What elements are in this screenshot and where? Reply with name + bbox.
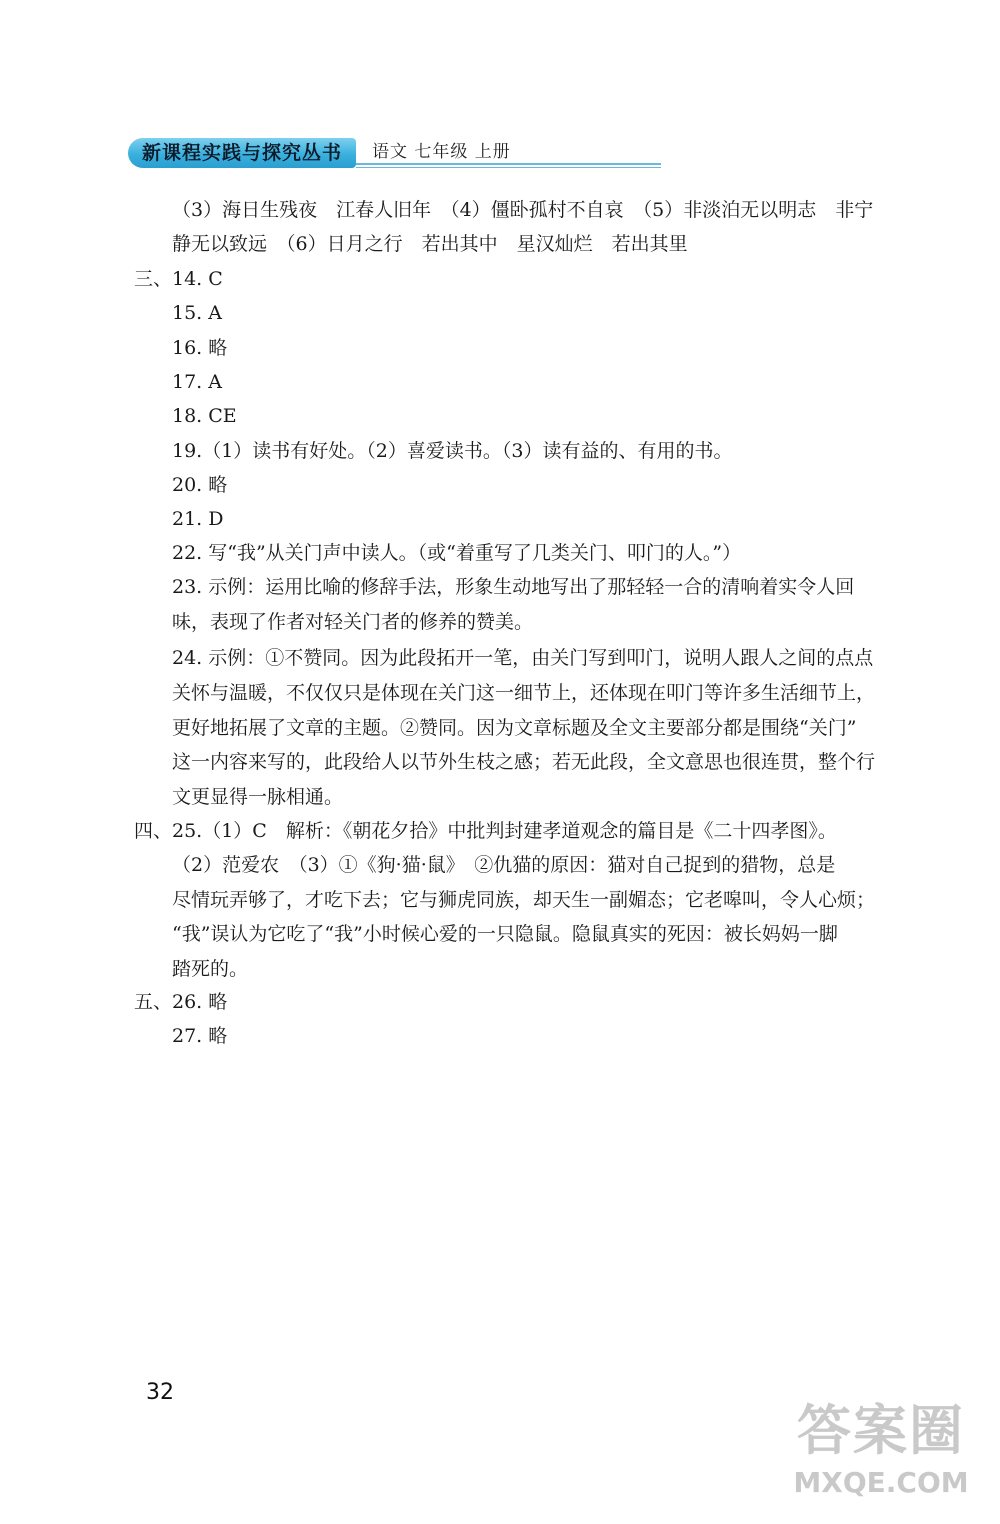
answer-line: 16. 略 — [172, 337, 228, 359]
answer-line: 20. 略 — [172, 474, 228, 496]
watermark-url: MXQE.COM — [793, 1466, 969, 1499]
answer-line: 这一内容来写的，此段给人以节外生枝之感；若无此段，全文意思也很连贯，整个行 — [172, 751, 876, 773]
answer-line: 22. 写“我”从关门声中读人。（或“着重写了几类关门、叩门的人。”） — [172, 542, 742, 564]
answer-line: 15. A — [172, 302, 222, 324]
answer-line: 关怀与温暖，不仅仅只是体现在关门这一细节上，还体现在叩门等许多生活细节上， — [172, 682, 876, 704]
header-rule-thin — [356, 167, 661, 168]
watermark-logo — [776, 1396, 986, 1516]
answer-line: “我”误认为它吃了“我”小时候心爱的一只隐鼠。隐鼠真实的死因：被长妈妈一脚 — [172, 923, 838, 945]
answer-line: 四、25.（1）C 解析：《朝花夕拾》中批判封建孝道观念的篇目是《二十四孝图》。 — [134, 820, 837, 842]
answer-line: 踏死的。 — [172, 958, 249, 980]
answer-line: 17. A — [172, 371, 222, 393]
page-number: 32 — [146, 1380, 174, 1405]
answer-line: 三、14. C — [134, 268, 223, 290]
answer-line: 五、26. 略 — [134, 991, 228, 1013]
answer-line: 23. 示例：运用比喻的修辞手法，形象生动地写出了那轻轻一合的清响着实令人回 — [172, 576, 855, 598]
running-header — [128, 138, 538, 170]
answer-line: 味，表现了作者对轻关门者的修养的赞美。 — [172, 611, 534, 633]
answer-line: 文更显得一脉相通。 — [172, 786, 344, 808]
subject-grade-label: 语文 七年级 上册 — [372, 142, 511, 162]
answer-line: 静无以致远 （6）日月之行 若出其中 星汉灿烂 若出其里 — [172, 233, 688, 255]
answer-line: （3）海日生残夜 江春人旧年 （4）僵卧孤村不自哀 （5）非淡泊无以明志 非宁 — [172, 199, 874, 221]
answer-line: 24. 示例：①不赞同。因为此段拓开一笔，由关门写到叩门，说明人跟人之间的点点 — [172, 647, 874, 669]
answer-line: 21. D — [172, 508, 224, 530]
answer-line: 更好地拓展了文章的主题。②赞同。因为文章标题及全文主要部分都是围绕“关门” — [172, 717, 857, 739]
answer-line: 尽情玩弄够了，才吃下去；它与狮虎同族，却天生一副媚态；它老嗥叫，令人心烦； — [172, 889, 876, 911]
answer-line: （2）范爱农 （3）①《狗·猫·鼠》 ②仇猫的原因：猫对自己捉到的猎物，总是 — [172, 854, 836, 876]
series-title-badge: 新课程实践与探究丛书 — [128, 138, 356, 168]
answer-line: 19.（1）读书有好处。（2）喜爱读书。（3）读有益的、有用的书。 — [172, 440, 733, 462]
watermark-text: 答案圈 — [797, 1399, 965, 1462]
answer-line: 18. CE — [172, 405, 237, 427]
answer-line: 27. 略 — [172, 1025, 228, 1047]
